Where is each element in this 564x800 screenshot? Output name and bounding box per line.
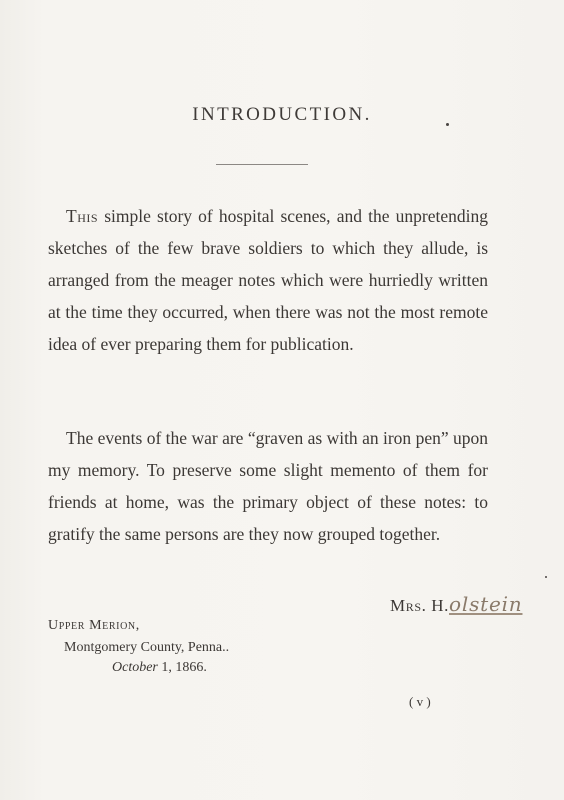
place-line-2: Montgomery County, Penna..	[64, 640, 230, 655]
chapter-heading: INTRODUCTION.	[192, 104, 372, 125]
date-day-year: 1, 1866.	[157, 660, 207, 675]
heading-divider	[216, 164, 308, 165]
paragraph-2	[48, 422, 488, 550]
date-month: October	[112, 660, 158, 675]
ink-speck	[545, 576, 547, 578]
place-date	[112, 660, 207, 676]
signature-handwritten: olstein	[449, 592, 523, 616]
paragraph-2-lead-word: The	[66, 428, 94, 448]
paragraph-1-lead-word: This	[66, 206, 99, 226]
page-number: ( v )	[409, 694, 431, 709]
paragraph-1-text: simple story of hospital scenes, and the unpretending sketches of the few brave soldiers to which they allude, is arranged from the meager notes which were hurriedly written at the time they occurred, when there was not the most remote idea of ever preparing them for publication.	[48, 206, 488, 354]
ink-speck	[446, 123, 449, 126]
paragraph-1	[48, 200, 488, 360]
place-line-1: Upper Merion,	[48, 618, 140, 633]
paragraph-2-text: events of the war are “graven as with an iron pen” upon my memory. To preserve some slight memento of them for friends at home, was the primary object of these notes: to gratify the same persons are they now grouped together.	[48, 428, 488, 544]
signature-printed: Mrs. H.	[390, 596, 450, 615]
author-signature	[390, 592, 522, 616]
